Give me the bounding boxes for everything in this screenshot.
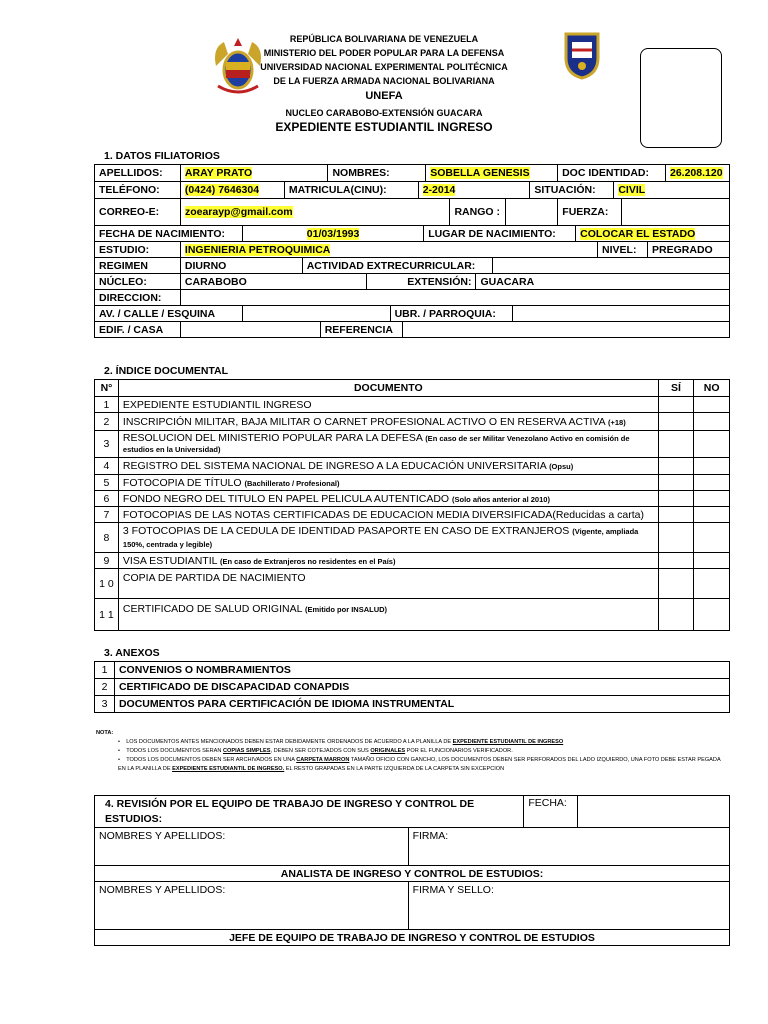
row-sub: (+18) [607,417,626,427]
matricula-value[interactable]: 2-2014 [422,184,456,196]
regimen-label: REGIMEN [95,258,181,274]
urb-label: UBR. / PARROQUIA: [390,306,512,322]
row-num: 1 1 [95,599,119,631]
no-check[interactable] [694,569,730,599]
no-check[interactable] [694,413,730,431]
row-text: FOTOCOPIAS DE LAS NOTAS CERTIFICADAS DE EDUCACION MEDIA DIVERSIFICADA(Reducidas a carta) [122,508,644,521]
table-row [95,397,730,413]
no-check[interactable] [694,475,730,491]
actividad-label: ACTIVIDAD EXTRECURRICULAR: [302,258,492,274]
correo-value[interactable]: zoearayp@gmail.com [184,206,293,218]
situacion-label: SITUACIÓN: [530,182,614,199]
anexo-num: 3 [95,696,115,713]
row-num: 7 [95,507,119,523]
row-text: INSCRIPCIÓN MILITAR, BAJA MILITAR O CARNET PROFESIONAL ACTIVO O EN RESERVA ACTIVA [122,415,606,428]
no-check[interactable] [694,599,730,631]
no-check[interactable] [694,491,730,507]
si-check[interactable] [658,458,694,475]
si-check[interactable] [658,523,694,553]
si-check[interactable] [658,599,694,631]
anexo-num: 2 [95,679,115,696]
nombres-label: NOMBRES: [328,165,426,182]
section3-title: 3. ANEXOS [104,647,160,659]
si-check[interactable] [658,413,694,431]
row-sub: (Opsu) [549,462,574,471]
row-num: 2 [95,413,119,431]
edif-label: EDIF. / CASA [95,322,181,338]
row-sub: (Solo años anterior al 2010) [452,494,550,504]
section1-title: 1. DATOS FILIATORIOS [104,150,220,162]
no-check[interactable] [694,507,730,523]
actividad-value[interactable] [492,258,729,274]
fuerza-value[interactable] [622,199,730,226]
nivel-label: NIVEL: [598,242,648,258]
si-check[interactable] [658,397,694,413]
no-check[interactable] [694,458,730,475]
row-text: EXPEDIENTE ESTUDIANTIL INGRESO [122,398,312,411]
nombres1-label[interactable]: NOMBRES Y APELLIDOS: [95,828,409,866]
row-sub: (En caso de ser Militar Venezolano Activo en comisión de estudios en la Universidad) [122,434,630,454]
row-num: 5 [95,475,119,491]
table-row [95,458,730,475]
row-num: 1 0 [95,569,119,599]
apellidos-value[interactable]: ARAY PRATO [184,167,253,179]
row-text: 3 FOTOCOPIAS DE LA CEDULA DE IDENTIDAD PASAPORTE EN CASO DE EXTRANJEROS [122,524,570,537]
row-num: 1 [95,397,119,413]
estudio-value[interactable]: INGENIERIA PETROQUIMICA [184,243,331,256]
correo-label: CORREO-E: [95,199,181,226]
av-value[interactable] [242,306,390,322]
section2-title: 2. ÍNDICE DOCUMENTAL [104,365,229,377]
no-check[interactable] [694,523,730,553]
jefe-label: JEFE DE EQUIPO DE TRABAJO DE INGRESO Y CONTROL DE ESTUDIOS [95,930,730,946]
nota-list [118,738,728,774]
si-check[interactable] [658,553,694,569]
matricula-label: MATRICULA(CINU): [284,182,418,199]
header-line3: UNIVERSIDAD NACIONAL EXPERIMENTAL POLITÉCNICA [260,62,508,72]
nucleo-value[interactable]: CARABOBO [180,274,366,290]
row-text: RESOLUCION DEL MINISTERIO POPULAR PARA LA DEFESA [122,432,423,444]
row-num: 8 [95,523,119,553]
si-check[interactable] [658,475,694,491]
no-check[interactable] [694,553,730,569]
row-num: 6 [95,491,119,507]
table-row [95,413,730,431]
table-row [95,475,730,491]
header-block [0,32,768,121]
doc-value[interactable]: 26.208.120 [669,167,723,179]
table-row [95,553,730,569]
list-item [95,696,730,713]
si-check[interactable] [658,431,694,458]
lugar-nac-value[interactable]: COLOCAR EL ESTADO [580,227,696,240]
apellidos-label: APELLIDOS: [95,165,181,182]
anexo-text: CONVENIOS O NOMBRAMIENTOS [114,662,729,679]
nota-label: NOTA: [96,730,114,736]
table-row [95,507,730,523]
anexo-text: CERTIFICADO DE DISCAPACIDAD CONAPDIS [114,679,729,696]
doc-label: DOC IDENTIDAD: [558,165,666,182]
row-text: COPIA DE PARTIDA DE NACIMIENTO [122,572,306,584]
nota-item: • LOS DOCUMENTOS ANTES MENCIONADOS DEBEN ESTAR DEBIDAMENTE ORDENADOS DE ACUERDO A LA PLANILLA DE EXPEDIENTE ESTUDIANTIL DE INGRESO [118,739,564,745]
header-nucleo: NUCLEO CARABOBO-EXTENSIÓN GUACARA [285,108,483,118]
nombres-value[interactable]: SOBELLA GENESIS [430,167,530,179]
row-text: FONDO NEGRO DEL TITULO EN PAPEL PELICULA AUTENTICADO [122,492,450,505]
nucleo-label: NÚCLEO: [95,274,181,290]
firma-sello-label[interactable]: FIRMA Y SELLO: [408,882,729,930]
list-item [95,679,730,696]
row-text: VISA ESTUDIANTIL [122,554,218,567]
extension-label: EXTENSIÓN: [366,274,476,290]
analista-label: ANALISTA DE INGRESO Y CONTROL DE ESTUDIOS: [95,866,730,882]
rango-value[interactable] [506,199,558,226]
table-row [95,431,730,458]
si-check[interactable] [658,507,694,523]
row-num: 3 [95,431,119,458]
nivel-value[interactable]: PREGRADO [648,242,730,258]
regimen-value[interactable]: DIURNO [180,258,302,274]
col-n-header: N° [95,380,119,397]
list-item [95,662,730,679]
col-si-header: SÍ [658,380,694,397]
header-unefa: UNEFA [365,90,403,102]
col-no-header: NO [694,380,730,397]
table-row [95,569,730,599]
telefono-label: TELÉFONO: [95,182,181,199]
referencia-value[interactable] [402,322,729,338]
situacion-value[interactable]: CIVIL [618,184,646,196]
estudio-label: ESTUDIO: [95,242,181,258]
fuerza-label: FUERZA: [558,199,622,226]
nota-item: • TODOS LOS DOCUMENTOS SERAN COPIAS SIMPLES, DEBEN SER COTEJADOS CON SUS ORIGINALES POR EL FUNCIONARIOS VERIFICADOR. [118,748,513,754]
telefono-value[interactable]: (0424) 7646304 [184,184,260,196]
edif-value[interactable] [180,322,320,338]
nombres2-label[interactable]: NOMBRES Y APELLIDOS: [95,882,409,930]
table-row [95,599,730,631]
urb-value[interactable] [512,306,729,322]
av-label: AV. / CALLE / ESQUINA [95,306,243,322]
row-sub: (Emitido por INSALUD) [304,605,388,614]
rango-label: RANGO : [450,199,506,226]
row-text: CERTIFICADO DE SALUD ORIGINAL [122,603,303,615]
section4-title: 4. REVISIÓN POR EL EQUIPO DE TRABAJO DE INGRESO Y CONTROL DE ESTUDIOS: [95,796,524,828]
anexo-num: 1 [95,662,115,679]
col-documento-header: DOCUMENTO [118,380,658,397]
anexo-text: DOCUMENTOS PARA CERTIFICACIÓN DE IDIOMA INSTRUMENTAL [114,696,729,713]
row-num: 4 [95,458,119,475]
nota-item: • TODOS LOS DOCUMENTOS DEBEN SER ARCHIVADOS EN UNA CARPETA MARRON TAMAÑO OFICIO CON GANCHO, LOS DOCUMENTOS DEBEN SER PERFORADOS DEL LADO IZQUIERDO, UNA FOTO DEBE ESTAR PEGADA EN LA PLANILLA DE EXPEDIENTE ESTUDIANTIL DE INGRESO. EL RESTO GRAPADAS EN LA PARTE IZQUIERDA DE LA CARPETA SIN EXCEPCION [118,757,721,772]
fecha-label: FECHA: [524,796,578,828]
direccion-value[interactable] [180,290,729,306]
extension-value[interactable]: GUACARA [476,274,730,290]
row-sub: (Vigente, ampliada 150%, centrada y legible) [122,526,639,549]
header-line4: DE LA FUERZA ARMADA NACIONAL BOLIVARIANA [273,76,495,86]
no-check[interactable] [694,397,730,413]
lugar-nac-label: LUGAR DE NACIMIENTO: [424,226,576,242]
firma-label[interactable]: FIRMA: [408,828,729,866]
fecha-nac-label: FECHA DE NACIMIENTO: [95,226,243,242]
fecha-nac-value[interactable]: 01/03/1993 [306,227,360,240]
referencia-label: REFERENCIA [320,322,402,338]
fecha-value[interactable] [578,796,730,828]
row-text: FOTOCOPIA DE TÍTULO [122,476,242,489]
header-line2: MINISTERIO DEL PODER POPULAR PARA LA DEFENSA [263,48,505,58]
row-sub: (Bachillerato / Profesional) [244,478,340,488]
header-line1: REPÚBLICA BOLIVARIANA DE VENEZUELA [289,34,479,44]
table-row [95,523,730,553]
page-title: EXPEDIENTE ESTUDIANTIL INGRESO [275,120,493,134]
no-check[interactable] [694,431,730,458]
row-text: REGISTRO DEL SISTEMA NACIONAL DE INGRESO A LA EDUCACIÓN UNIVERSITARIA [122,460,547,472]
direccion-label: DIRECCION: [95,290,181,306]
row-num: 9 [95,553,119,569]
row-sub: (En caso de Extranjeros no residentes en el País) [219,556,396,566]
table-row [95,491,730,507]
si-check[interactable] [658,491,694,507]
si-check[interactable] [658,569,694,599]
